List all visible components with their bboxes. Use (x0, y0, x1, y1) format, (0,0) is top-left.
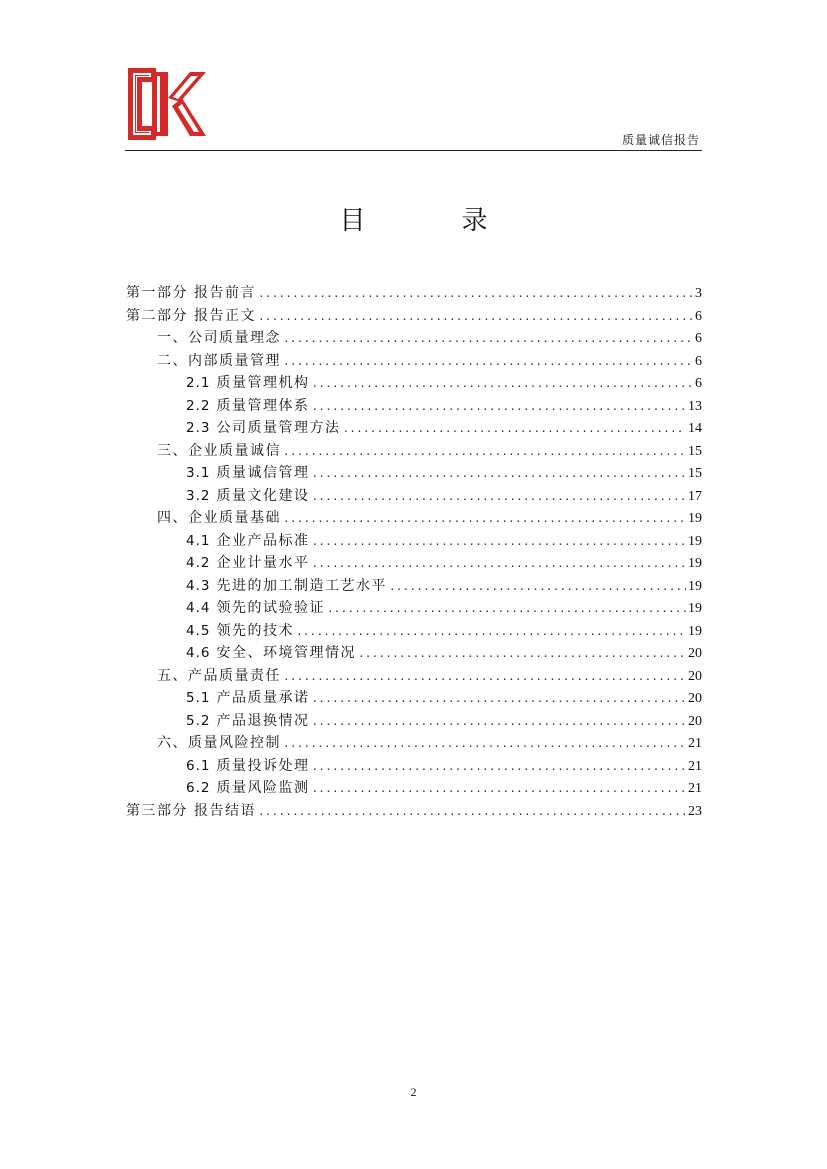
toc-entry-page: 6 (695, 376, 702, 391)
toc-dot-leader (389, 580, 686, 593)
toc-dot-leader (311, 557, 686, 570)
toc-entry[interactable] (126, 687, 702, 710)
toc-entry-page: 19 (688, 511, 702, 526)
toc-entry[interactable] (126, 755, 702, 778)
toc-entry-number: 6.1 (186, 757, 211, 774)
toc-entry-page: 15 (688, 466, 702, 481)
toc-entry[interactable] (126, 597, 702, 620)
toc-entry-label: 质量风险监测 (216, 780, 310, 796)
toc-entry-page: 3 (695, 286, 702, 301)
toc-entry-page: 20 (688, 691, 702, 706)
company-logo (128, 68, 206, 140)
toc-entry-page: 14 (688, 421, 702, 436)
toc-entry-page: 19 (688, 601, 702, 616)
toc-entry-page: 21 (688, 736, 702, 751)
toc-entry-number: 4.2 (186, 555, 211, 571)
toc-dot-leader (311, 490, 686, 503)
toc-entry-label: 领先的技术 (216, 622, 294, 639)
toc-entry-number: 4.6 (186, 645, 211, 661)
toc-entry-label: 四、企业质量基础 (157, 510, 281, 526)
toc-entry[interactable] (126, 530, 702, 553)
toc-entry-label: 公司质量管理方法 (216, 420, 341, 436)
toc-entry[interactable] (126, 777, 702, 800)
toc-entry-page: 20 (688, 668, 702, 684)
toc-entry-label: 第二部分 报告正文 (126, 307, 256, 324)
toc-entry-label: 五、产品质量责任 (157, 667, 281, 684)
toc-entry[interactable] (126, 282, 702, 305)
toc-entry-page: 17 (688, 488, 702, 504)
toc-entry-number: 3.1 (186, 465, 211, 481)
toc-entry-label: 二、内部质量管理 (157, 352, 281, 369)
toc-entry[interactable] (126, 372, 702, 395)
toc-entry-page: 20 (688, 646, 702, 661)
toc-dot-leader (283, 737, 686, 750)
toc-entry-label: 安全、环境管理情况 (216, 645, 356, 661)
toc-entry-number: 2.3 (186, 420, 211, 436)
toc-entry-number: 4.4 (186, 600, 211, 616)
toc-entry-label: 领先的试验验证 (216, 600, 325, 616)
toc-dot-leader (311, 715, 686, 728)
toc-entry[interactable] (126, 395, 702, 418)
header-divider (125, 150, 702, 151)
toc-entry-page: 21 (688, 781, 702, 796)
table-of-contents (126, 282, 702, 822)
toc-dot-leader (283, 445, 686, 458)
toc-entry-number: 4.3 (186, 577, 211, 594)
toc-dot-leader (258, 287, 693, 300)
toc-dot-leader (283, 355, 693, 368)
toc-entry[interactable] (126, 575, 702, 598)
toc-entry-label: 质量文化建设 (216, 487, 310, 504)
toc-entry-number: 5.2 (186, 712, 211, 729)
toc-entry-label: 六、质量风险控制 (157, 735, 281, 751)
toc-entry-page: 20 (688, 713, 702, 729)
toc-entry-page: 19 (688, 556, 702, 571)
toc-entry[interactable] (126, 800, 702, 823)
toc-entry-page: 15 (688, 443, 702, 459)
toc-entry-page: 6 (695, 331, 702, 346)
toc-entry[interactable] (126, 440, 702, 463)
toc-dot-leader (327, 602, 686, 615)
toc-entry-page: 21 (688, 758, 702, 774)
toc-dot-leader (311, 692, 686, 705)
toc-entry-page: 19 (688, 578, 702, 594)
toc-entry-label: 第一部分 报告前言 (126, 285, 256, 301)
toc-dot-leader (296, 625, 686, 638)
toc-heading: 目录 (339, 206, 584, 236)
toc-entry-number: 2.2 (186, 397, 211, 414)
page-number: 2 (410, 1085, 417, 1099)
toc-dot-leader (258, 805, 686, 818)
toc-entry[interactable] (126, 642, 702, 665)
toc-entry-label: 一、公司质量理念 (157, 330, 281, 346)
toc-entry-label: 先进的加工制造工艺水平 (216, 577, 387, 594)
toc-entry-label: 三、企业质量诚信 (157, 442, 281, 459)
toc-dot-leader (311, 782, 686, 795)
toc-dot-leader (342, 422, 686, 435)
toc-entry-number: 4.1 (186, 532, 211, 549)
toc-dot-leader (283, 512, 686, 525)
toc-entry[interactable] (126, 732, 702, 755)
toc-entry[interactable] (126, 552, 702, 575)
toc-dot-leader (311, 467, 686, 480)
toc-entry-page: 13 (688, 398, 702, 414)
toc-dot-leader (283, 332, 693, 345)
toc-dot-leader (311, 377, 693, 390)
toc-entry-page: 6 (695, 353, 702, 369)
toc-entry-label: 质量管理机构 (216, 375, 310, 391)
toc-entry-number: 4.5 (186, 622, 211, 639)
toc-entry-page: 6 (695, 308, 702, 324)
toc-entry-number: 3.2 (186, 487, 211, 504)
toc-entry-label: 质量投诉处理 (216, 757, 310, 774)
toc-entry[interactable] (126, 620, 702, 643)
toc-entry[interactable] (126, 665, 702, 688)
toc-entry-page: 23 (688, 803, 702, 819)
toc-entry[interactable] (126, 350, 702, 373)
toc-entry-label: 第三部分 报告结语 (126, 802, 256, 819)
toc-dot-leader (311, 760, 686, 773)
toc-entry-label: 企业计量水平 (216, 555, 310, 571)
toc-entry[interactable] (126, 305, 702, 328)
toc-entry[interactable] (126, 462, 702, 485)
toc-entry-label: 产品退换情况 (216, 712, 310, 729)
toc-entry[interactable] (126, 485, 702, 508)
toc-entry[interactable] (126, 417, 702, 440)
toc-entry[interactable] (126, 327, 702, 350)
toc-entry-number: 5.1 (186, 690, 211, 706)
toc-dot-leader (311, 535, 686, 548)
header-report-title: 质量诚信报告 (621, 133, 700, 147)
toc-dot-leader (311, 400, 686, 413)
toc-entry-page: 19 (688, 623, 702, 639)
toc-entry-number: 2.1 (186, 375, 211, 391)
toc-entry[interactable] (126, 507, 702, 530)
toc-entry-number: 6.2 (186, 780, 211, 796)
toc-dot-leader (283, 670, 686, 683)
toc-entry-label: 质量诚信管理 (216, 465, 310, 481)
toc-entry[interactable] (126, 710, 702, 733)
toc-entry-page: 19 (688, 533, 702, 549)
toc-dot-leader (358, 647, 686, 660)
toc-dot-leader (258, 310, 693, 323)
toc-entry-label: 质量管理体系 (216, 397, 310, 414)
toc-entry-label: 企业产品标准 (216, 532, 310, 549)
toc-entry-label: 产品质量承诺 (216, 690, 310, 706)
